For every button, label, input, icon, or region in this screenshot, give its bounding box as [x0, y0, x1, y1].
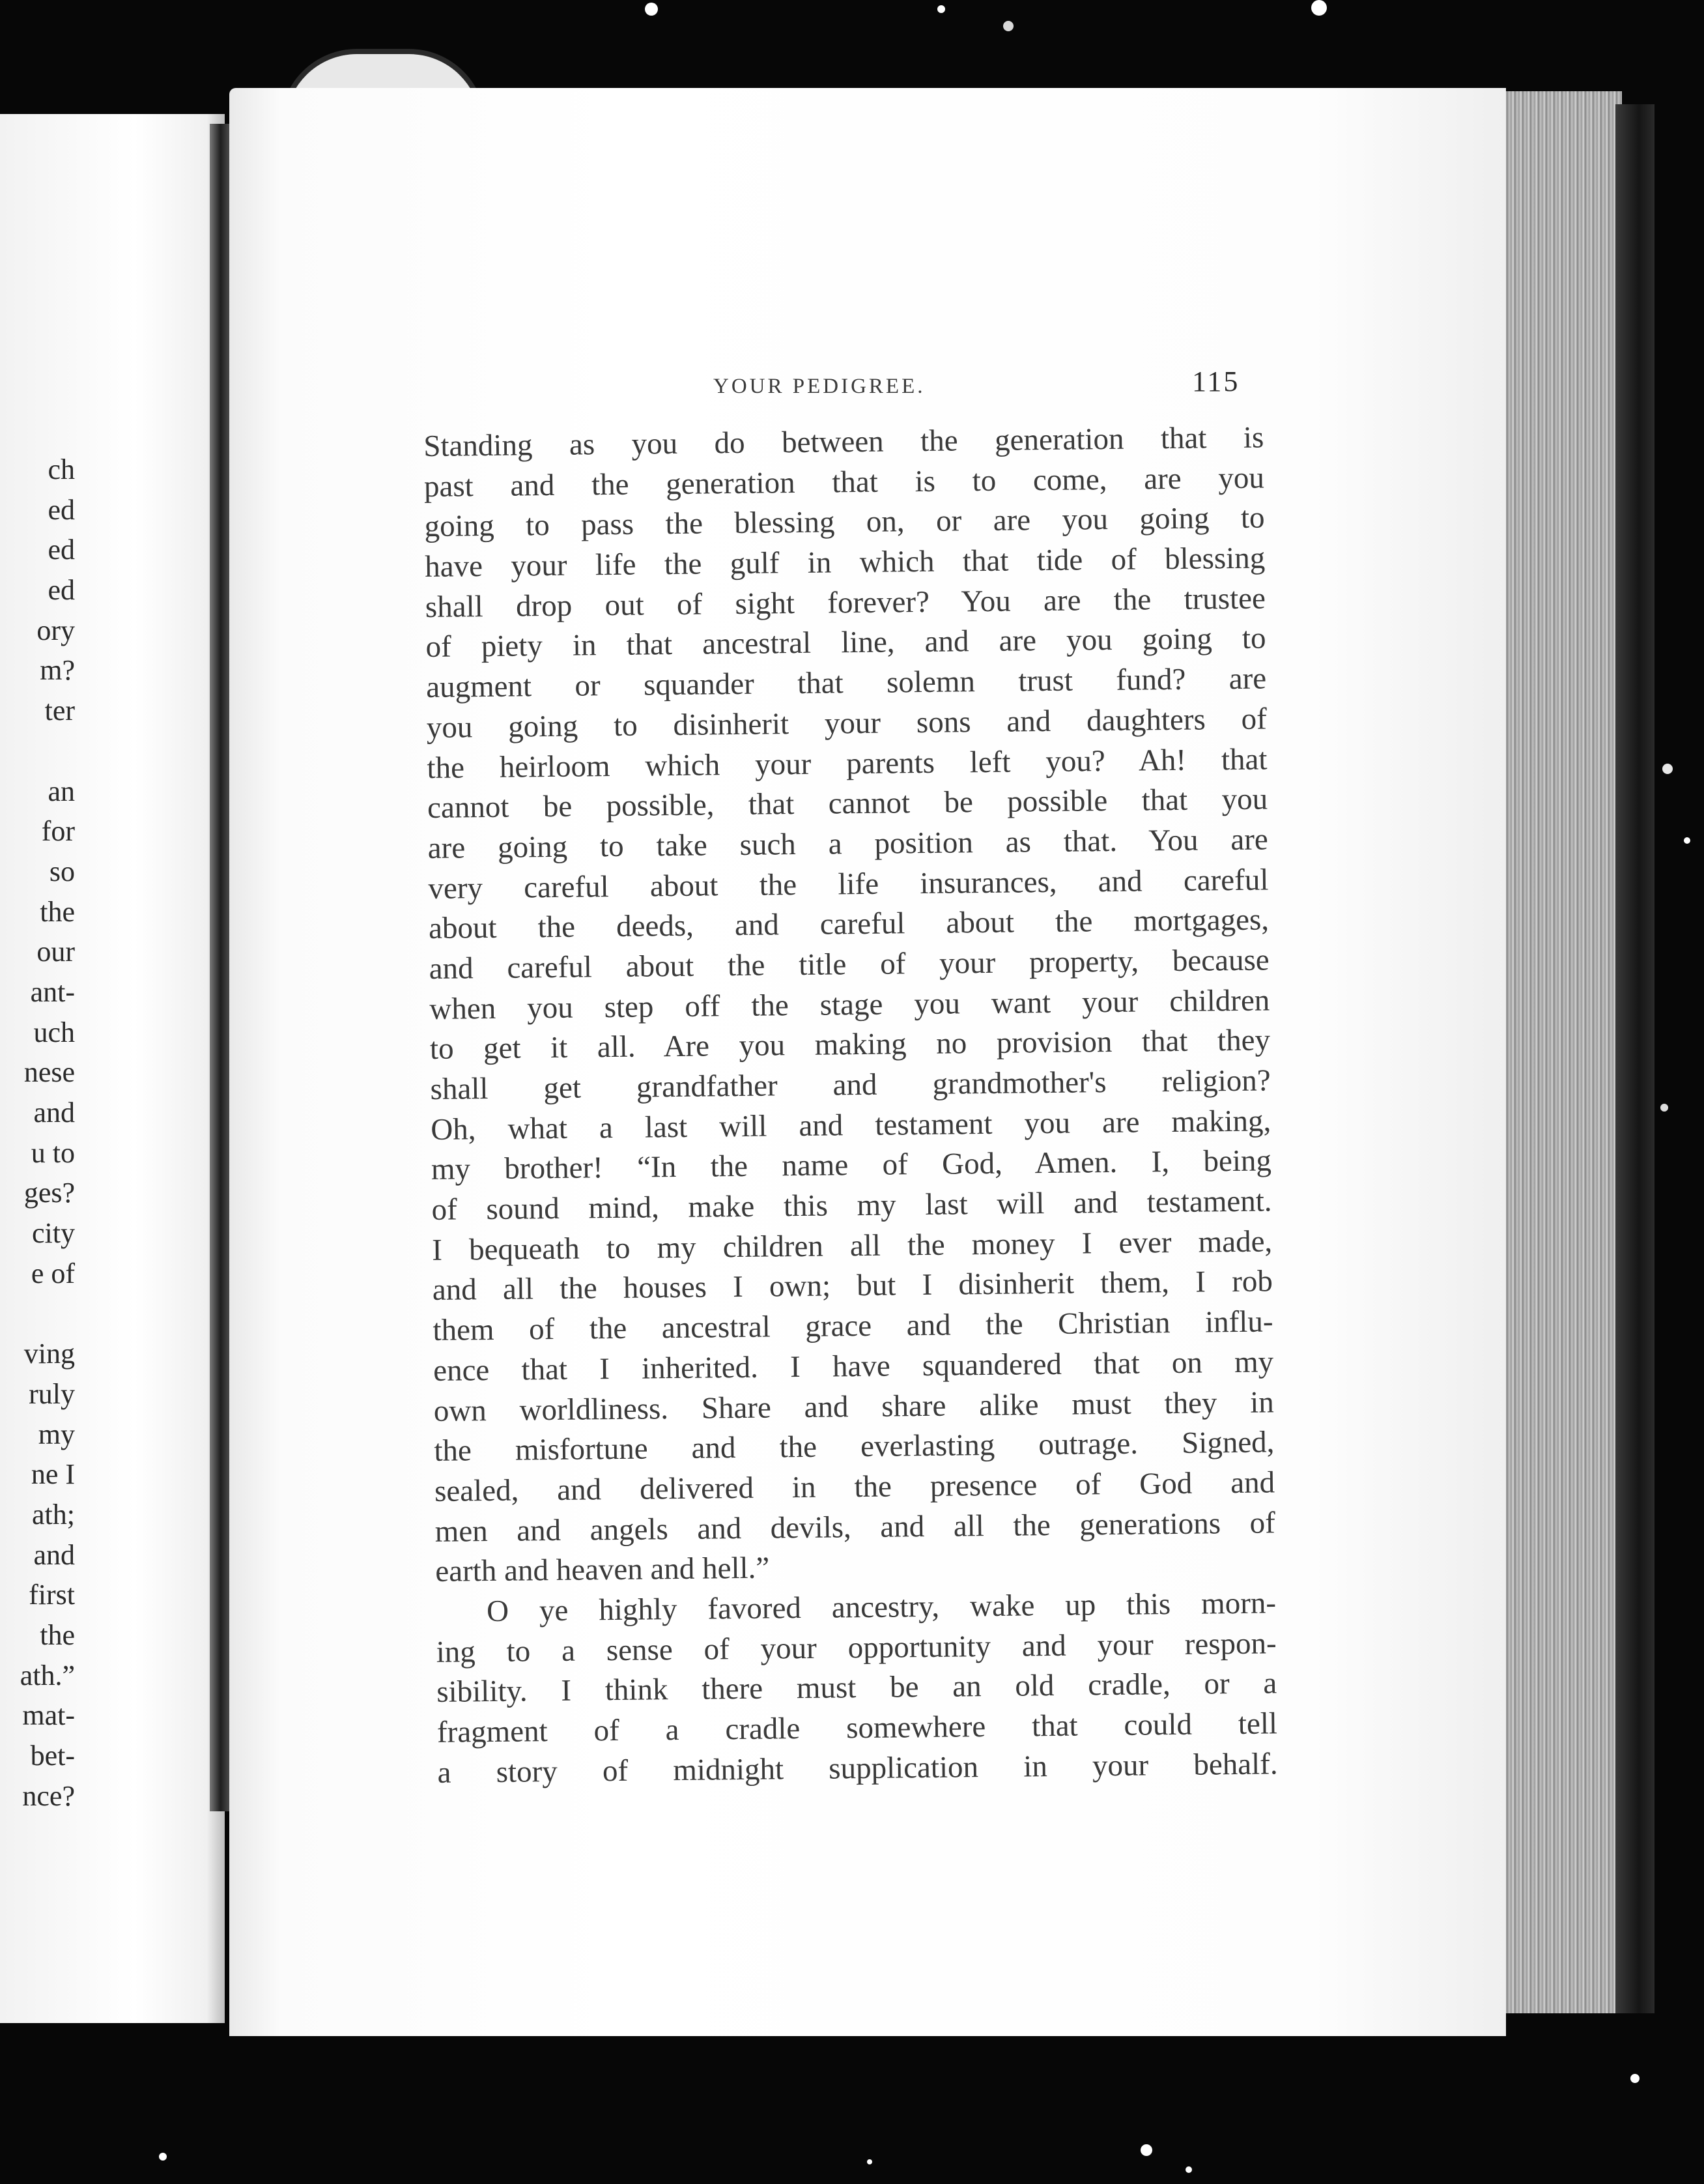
- left-line: and: [33, 1097, 75, 1128]
- text-line: going to pass the blessing on, or are you going to: [424, 500, 1265, 544]
- left-line: m?: [40, 654, 75, 687]
- left-line: uch: [33, 1016, 75, 1048]
- left-line: ath;: [32, 1498, 75, 1530]
- left-line: ant-: [30, 975, 75, 1008]
- left-line: the: [40, 895, 75, 928]
- text-line: and all the houses I own; but I disinherit them, I rob: [432, 1264, 1273, 1308]
- text-line: and careful about the title of your property, because: [429, 943, 1270, 986]
- left-line: bet-: [30, 1740, 75, 1772]
- page-edges: [1492, 91, 1622, 2013]
- left-line: ruly: [29, 1377, 75, 1410]
- text-line: of piety in that ancestral line, and are you going to: [425, 621, 1266, 665]
- left-line: so: [49, 855, 75, 887]
- left-line: an: [48, 775, 75, 807]
- text-line: you going to disinherit your sons and daughters of: [426, 702, 1268, 745]
- left-line: ges?: [23, 1177, 75, 1209]
- text-line: past and the generation that is to come, are you: [423, 461, 1265, 504]
- left-line: nce?: [22, 1779, 75, 1812]
- page-number: 115: [1192, 366, 1240, 397]
- text-line: augment or squander that solemn trust fund? are: [425, 661, 1267, 705]
- left-line: nese: [23, 1056, 75, 1089]
- text-line: very careful about the life insurances, and careful: [428, 863, 1269, 906]
- text-line: my brother! “In the name of God, Amen. I, being: [431, 1143, 1272, 1187]
- left-line: ed: [48, 574, 75, 607]
- left-line: [0, 1293, 75, 1334]
- text-line: earth and heaven and hell.”: [435, 1551, 770, 1589]
- left-line: ter: [44, 695, 75, 727]
- book-gutter: [210, 124, 229, 1811]
- left-line: u to: [31, 1136, 75, 1169]
- text-line: fragment of a cradle somewhere that could tell: [436, 1706, 1278, 1749]
- text-line: sibility. I think there must be an old cradle, or a: [436, 1666, 1277, 1710]
- left-line: ory: [36, 614, 75, 646]
- left-line: ving: [23, 1338, 75, 1370]
- text-line: cannot be possible, that cannot be possible that you: [427, 782, 1268, 826]
- left-page: [0, 114, 225, 2023]
- text-line: about the deeds, and careful about the mortgages,: [428, 902, 1270, 946]
- left-line: ne I: [31, 1458, 75, 1491]
- left-line: the: [40, 1618, 75, 1651]
- left-line: ath.”: [20, 1659, 75, 1691]
- left-line: and: [33, 1538, 75, 1571]
- text-line: O ye highly favored ancestry, wake up this morn-: [486, 1586, 1277, 1629]
- left-line: ed: [48, 493, 75, 526]
- left-line: [0, 731, 75, 771]
- text-line: men and angels and devils, and all the generations of: [434, 1505, 1275, 1549]
- left-line: e of: [31, 1257, 75, 1289]
- text-line: ence that I inherited. I have squandered that on my: [433, 1345, 1274, 1388]
- text-line: I bequeath to my children all the money I ever made,: [431, 1224, 1273, 1267]
- left-line: mat-: [22, 1699, 75, 1732]
- text-line: of sound mind, make this my last will and testament.: [431, 1184, 1272, 1227]
- left-page-text: [0, 450, 75, 1816]
- text-line: when you step off the stage you want your children: [429, 983, 1270, 1026]
- text-line: are going to take such a position as that. You are: [427, 822, 1268, 865]
- text-line: sealed, and delivered in the presence of God and: [434, 1465, 1275, 1508]
- left-line: city: [32, 1217, 75, 1250]
- left-line: our: [36, 936, 75, 968]
- text-line: Oh, what a last will and testament you are making,: [431, 1104, 1271, 1147]
- text-line: the heirloom which your parents left you? Ah! that: [427, 741, 1268, 785]
- text-line: have your life the gulf in which that tide of blessing: [424, 541, 1266, 584]
- page-body-text: [423, 418, 1278, 1793]
- book-cover-edge: [1615, 104, 1654, 2013]
- text-line: the misfortune and the everlasting outrage. Signed,: [434, 1425, 1275, 1469]
- left-line: ch: [48, 453, 75, 485]
- text-line: to get it all. Are you making no provision that they: [429, 1023, 1271, 1067]
- left-line: for: [41, 815, 75, 848]
- text-line: shall drop out of sight forever? You are the trustee: [425, 581, 1266, 624]
- text-line: ing to a sense of your opportunity and your respon-: [436, 1626, 1277, 1669]
- text-line: a story of midnight supplication in your behalf.: [437, 1747, 1278, 1790]
- text-line: own worldliness. Share and share alike must they in: [433, 1385, 1275, 1428]
- text-line: Standing as you do between the generation that is: [423, 420, 1264, 463]
- text-line: shall get grandfather and grandmother's religion?: [430, 1063, 1271, 1106]
- left-line: first: [29, 1579, 75, 1611]
- running-head: YOUR PEDIGREE.: [713, 375, 926, 398]
- left-line: ed: [48, 534, 75, 566]
- left-line: my: [38, 1418, 75, 1450]
- text-line: them of the ancestral grace and the Christian influ-: [433, 1304, 1273, 1348]
